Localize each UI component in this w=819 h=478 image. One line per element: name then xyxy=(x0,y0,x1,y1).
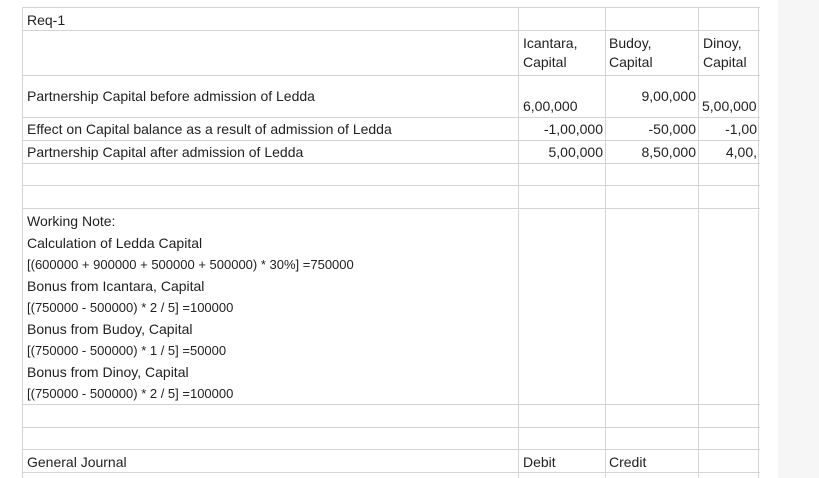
dinoy-bonus-heading: Bonus from Dinoy, Capital xyxy=(27,364,189,380)
grid-line xyxy=(22,427,760,428)
cell-icantara-before: 6,00,000 xyxy=(523,98,578,114)
grid-line xyxy=(758,7,759,478)
cell-budoy-before: 9,00,000 xyxy=(641,88,696,104)
cell-dinoy-before: 5,00,000 xyxy=(702,98,757,114)
cell-budoy-after: 8,50,000 xyxy=(641,144,696,160)
column-header-budoy-line1: Budoy, xyxy=(609,35,652,51)
icantara-bonus-formula: [(750000 - 500000) * 2 / 5] =100000 xyxy=(27,300,234,315)
grid-line xyxy=(22,404,760,405)
grid-line xyxy=(22,208,760,209)
cell-icantara-after: 5,00,000 xyxy=(548,144,603,160)
budoy-bonus-heading: Bonus from Budoy, Capital xyxy=(27,321,193,337)
grid-line xyxy=(698,7,699,478)
grid-line xyxy=(605,7,606,478)
grid-line xyxy=(22,140,760,141)
cell-dinoy-effect: -1,00 xyxy=(725,121,757,137)
grid-line xyxy=(22,117,760,118)
column-header-dinoy-line2: Capital xyxy=(703,54,747,70)
credit-column-header: Credit xyxy=(609,454,647,470)
grid-line xyxy=(22,472,760,473)
working-note-title: Working Note: xyxy=(27,213,116,229)
row-label-capital-after: Partnership Capital after admission of Ledda xyxy=(27,144,304,160)
general-journal-label: General Journal xyxy=(27,454,127,470)
dinoy-bonus-formula: [(750000 - 500000) * 2 / 5] =100000 xyxy=(27,386,234,401)
grid-line xyxy=(22,75,760,76)
budoy-bonus-formula: [(750000 - 500000) * 1 / 5] =50000 xyxy=(27,343,227,358)
icantara-bonus-heading: Bonus from Icantara, Capital xyxy=(27,278,205,294)
grid-line xyxy=(22,185,760,186)
ledda-capital-formula: [(600000 + 900000 + 500000 + 500000) * 30%] =750000 xyxy=(27,257,354,272)
row-label-capital-before: Partnership Capital before admission of Ledda xyxy=(27,88,315,104)
grid-line xyxy=(22,7,760,8)
grid-line xyxy=(22,7,23,478)
cell-icantara-effect: -1,00,000 xyxy=(543,121,603,137)
grid-line xyxy=(518,7,519,478)
cell-budoy-effect: -50,000 xyxy=(648,121,696,137)
cell-dinoy-after: 4,00, xyxy=(725,144,757,160)
grid-line xyxy=(22,163,760,164)
grid-line xyxy=(22,449,760,450)
column-header-icantara-line1: Icantara, xyxy=(523,35,578,51)
row-label-effect: Effect on Capital balance as a result of admission of Ledda xyxy=(27,121,392,137)
column-header-budoy-line2: Capital xyxy=(609,54,653,70)
requirement-label: Req-1 xyxy=(27,12,66,28)
column-header-dinoy-line1: Dinoy, xyxy=(703,35,742,51)
debit-column-header: Debit xyxy=(523,454,556,470)
ledda-capital-heading: Calculation of Ledda Capital xyxy=(27,235,203,251)
column-header-icantara-line2: Capital xyxy=(523,54,567,70)
grid-line xyxy=(22,30,760,31)
